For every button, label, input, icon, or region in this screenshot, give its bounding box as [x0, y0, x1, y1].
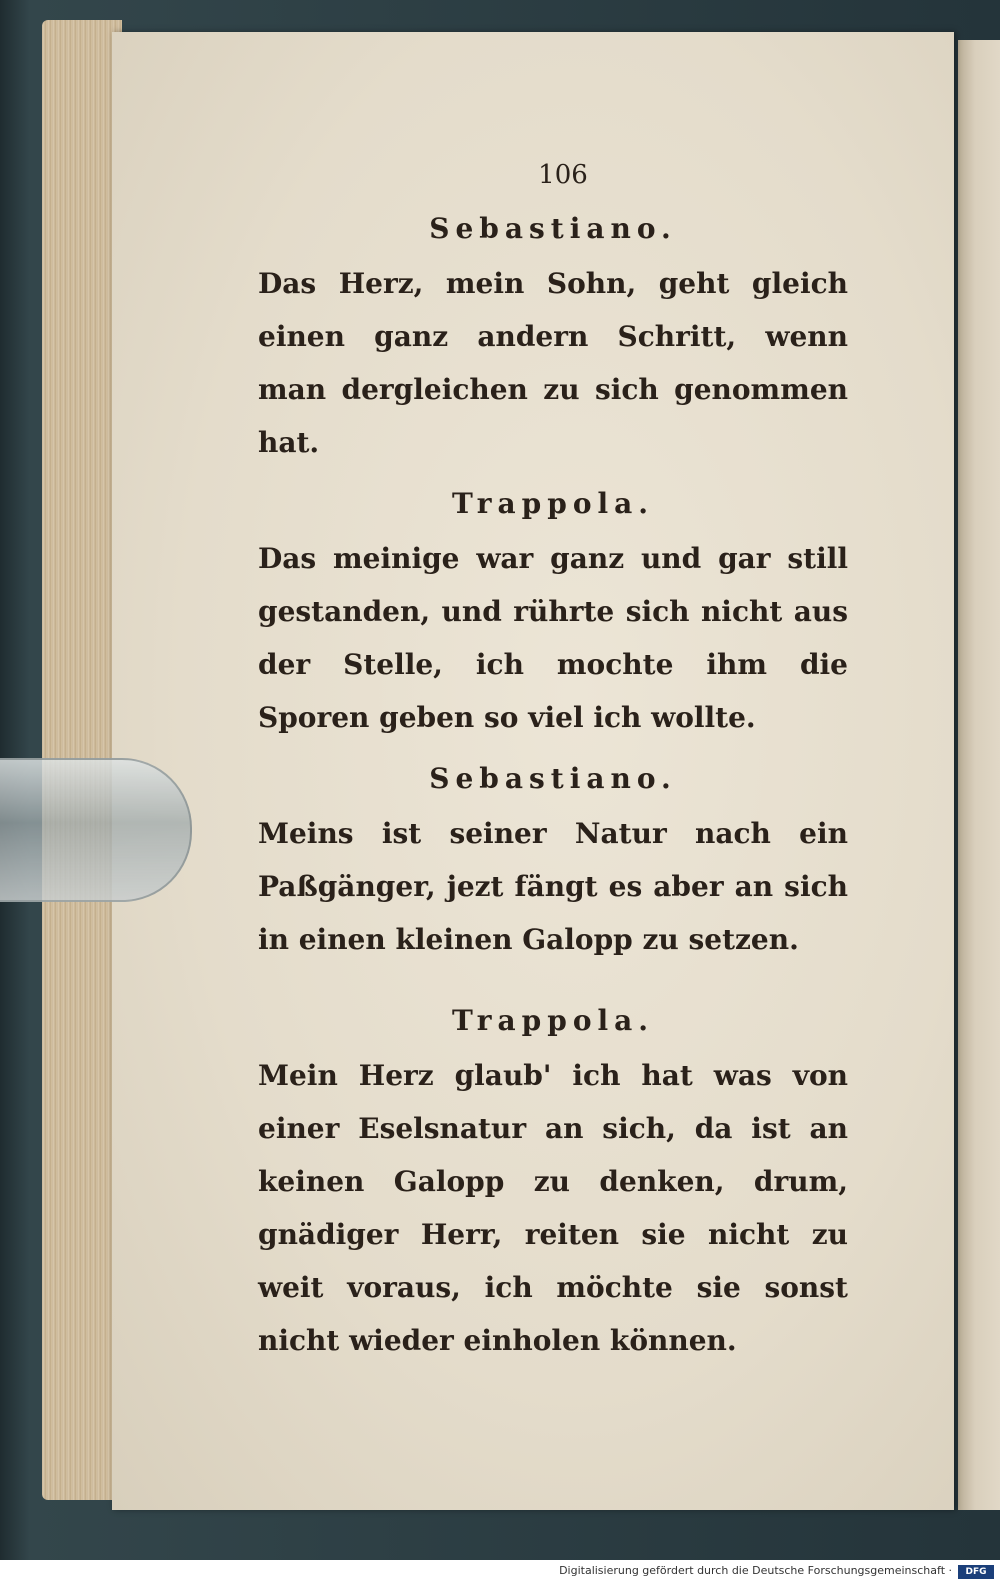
dfg-logo: DFG — [958, 1565, 994, 1579]
speaker-name: Sebastiano. — [429, 762, 677, 795]
speaker-name: Sebastiano. — [429, 212, 677, 245]
footer-bar — [0, 1560, 1000, 1584]
speech-text: Meins ist seiner Natur nach ein Paßgänger, jezt fängt es aber an sich in einen kleinen Galopp zu setzen. — [258, 817, 848, 956]
speech-text: Das meinige war ganz und gar still gestanden, und rührte sich nicht aus der Stelle, ich mochte ihm die Sporen geben so viel ich wollte. — [258, 542, 848, 734]
speech-text: Mein Herz glaub' ich hat was von einer Eselsnatur an sich, da ist an keinen Galopp zu denken, drum, gnädiger Herr, reiten sie nicht zu weit voraus, ich möchte sie sonst nicht wieder einholen können. — [258, 1059, 848, 1357]
speech-text: Das Herz, mein Sohn, geht gleich einen ganz andern Schritt, wenn man dergleichen zu sich genommen hat. — [258, 267, 848, 459]
page-number: 106 — [538, 160, 588, 190]
facing-page-edge — [958, 40, 1000, 1510]
speaker-name: Trappola. — [451, 1004, 655, 1037]
page-content — [258, 160, 848, 1385]
funding-credit: Digitalisierung gefördert durch die Deutsche Forschungsgemeinschaft · — [559, 1564, 952, 1577]
speaker-name: Trappola. — [451, 487, 655, 520]
page-holder-clip — [0, 758, 192, 902]
spacer — [258, 984, 848, 1004]
